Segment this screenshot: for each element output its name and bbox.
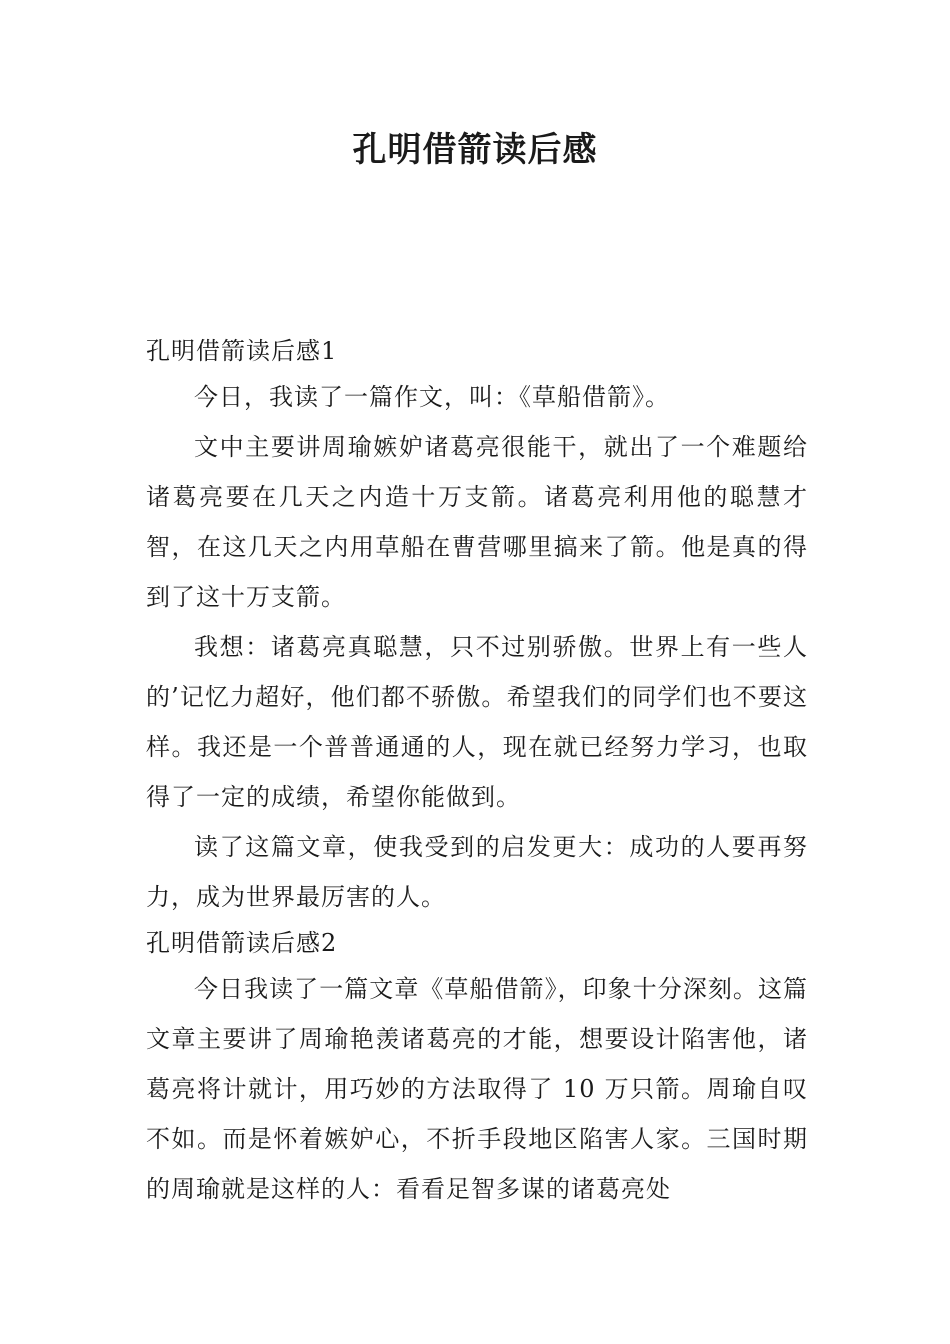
document-title: 孔明借箭读后感 — [352, 130, 598, 170]
paragraph: 今日，我读了一篇作文，叫：《草船借箭》。 — [194, 383, 670, 411]
section-1 — [146, 330, 808, 922]
section-heading: 孔明借箭读后感2 — [146, 929, 338, 957]
document-body — [146, 330, 808, 1214]
section-2 — [146, 922, 808, 1214]
paragraph: 文中主要讲周瑜嫉妒诸葛亮很能干，就出了一个难题给诸葛亮要在几天之内造十万支箭。诸葛亮利用他的聪慧才智，在这几天之内用草船在曹营哪里搞来了箭。他是真的得到了这十万支箭。 — [146, 433, 808, 611]
paragraph: 今日我读了一篇文章《草船借箭》，印象十分深刻。这篇文章主要讲了周瑜艳羡诸葛亮的才能，想要设计陷害他，诸葛亮将计就计，用巧妙的方法取得了 10 万只箭。周瑜自叹不如。而是怀着嫉妒心，不折手段地区陷害人家。三国时期的周瑜就是这样的人：看看足智多谋的诸葛亮处 — [146, 975, 808, 1203]
paragraph: 我想：诸葛亮真聪慧，只不过别骄傲。世界上有一些人的’记忆力超好，他们都不骄傲。希望我们的同学们也不要这样。我还是一个普普通通的人，现在就已经努力学习，也取得了一定的成绩，希望你能做到。 — [146, 633, 808, 811]
paragraph: 读了这篇文章，使我受到的启发更大：成功的人要再努力，成为世界最厉害的人。 — [146, 833, 808, 911]
section-heading: 孔明借箭读后感1 — [146, 337, 338, 365]
